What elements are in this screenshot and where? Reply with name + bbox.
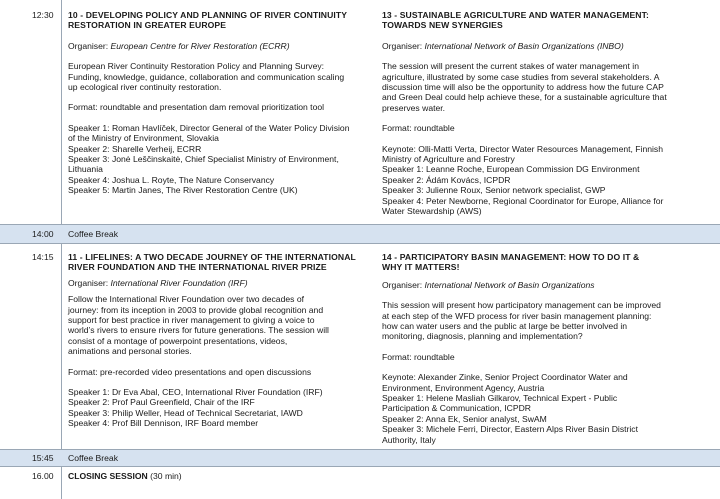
session-speakers: Speaker 1: Roman Havlíček, Director General of the Water Policy Division of the Ministry of Environment, Slovakia Speaker 2: Sharelle Verheij, ECRR Speaker 3: Jonė Leščinskaitė, Chief Specialist Ministry of Environment, Lithuania Speaker 4: Joshua L. Royte, The Nature Conservancy Speaker 5: Martin Janes, The River Restoration Centre (UK) xyxy=(68,122,350,196)
break-time: 14:00 xyxy=(32,229,54,239)
session-organiser: Organiser: European Centre for River Restoration (ECRR) xyxy=(68,40,290,51)
session-speakers: Keynote: Olli-Matti Verta, Director Water Resources Management, Finnish Ministry of Agriculture and Forestry Speaker 1: Leanne Roche, European Commission DG Environment Speaker 2: Ádám Kovács, ICPDR Speaker 3: Julienne Roux, Senior network specialist, GWP Speaker 4: Peter Newborne, Regional Coordinator for Europe, Alliance for Water Stewardship (AWS) xyxy=(382,143,664,217)
session-11 xyxy=(68,252,374,429)
row-divider xyxy=(0,243,720,244)
closing-time: 16.00 xyxy=(32,471,54,481)
session-speakers: Keynote: Alexander Zinke, Senior Project Coordinator Water and Environment, Environment Agency, Austria Speaker 1: Helene Masliah Gilkarov, Technical Expert - Public Participation & Communication, ICPDR Speaker 2: Anna Ek, Senior analyst, SwAM Speaker 3: Michele Ferri, Director, Eastern Alps River Basin District Authority, Italy xyxy=(382,372,638,445)
session-title: 14 - PARTICIPATORY BASIN MANAGEMENT: HOW TO DO IT & WHY IT MATTERS! xyxy=(382,252,640,273)
session-description: The session will present the current stakes of water management in agriculture, illustrated by some case studies from several stakeholders. A discussion time will also be the opportunity to address how the future CAP and Green Deal could help achieve these, for a sustainable agriculture that preserves water. xyxy=(382,61,667,113)
session-organiser: Organiser: International Network of Basin Organizations xyxy=(382,279,595,290)
slot-time: 12:30 xyxy=(32,10,54,20)
closing-label: CLOSING SESSION xyxy=(68,471,148,481)
session-organiser: Organiser: International Network of Basin Organizations (INBO) xyxy=(382,40,624,51)
session-13 xyxy=(382,10,712,217)
coffee-break-label: Coffee Break xyxy=(68,229,119,239)
session-title: 10 - DEVELOPING POLICY AND PLANNING OF RIVER CONTINUITY RESTORATION IN GREATER EUROPE xyxy=(68,10,348,31)
session-description: European River Continuity Restoration Policy and Planning Survey: Funding, knowledge, guidance, collaboration and communication scaling up ecological river continuity restoration. xyxy=(68,61,345,93)
session-description: This session will present how participatory management can be improved at each step of the WFD process for river basin management planning: how can water users and the public at large be better involved in monitoring, diagnosis, planning and implementation? xyxy=(382,300,661,342)
break-time: 15:45 xyxy=(32,453,54,463)
session-14 xyxy=(382,252,712,445)
session-format: Format: roundtable xyxy=(382,123,455,134)
session-speakers: Speaker 1: Dr Eva Abal, CEO, International River Foundation (IRF) Speaker 2: Prof Paul Greenfield, Chair of the IRF Speaker 3: Philip Weller, Head of Technical Secretariat, IAWD Speaker 4: Prof Bill Dennison, IRF Board member xyxy=(68,387,323,429)
session-format: Format: roundtable and presentation dam removal prioritization tool xyxy=(68,102,325,113)
closing-duration: (30 min) xyxy=(150,471,182,481)
session-title: 13 - SUSTAINABLE AGRICULTURE AND WATER MANAGEMENT: TOWARDS NEW SYNERGIES xyxy=(382,10,649,31)
coffee-break-label: Coffee Break xyxy=(68,453,119,463)
session-10 xyxy=(68,10,374,196)
session-format: Format: roundtable xyxy=(382,351,455,362)
session-format: Format: pre-recorded video presentations and open discussions xyxy=(68,366,312,377)
session-title: 11 - LIFELINES: A TWO DECADE JOURNEY OF THE INTERNATIONAL RIVER FOUNDATION AND THE INTERNATIONAL RIVER PRIZE xyxy=(68,252,356,273)
session-organiser: Organiser: International River Foundation (IRF) xyxy=(68,277,248,288)
time-column-divider xyxy=(61,0,62,499)
row-divider xyxy=(0,466,720,467)
slot-time: 14:15 xyxy=(32,252,54,262)
session-description: Follow the International River Foundation over two decades of journey: from its inception in 2003 to provide global recognition and support for best practice in river management to giving a voice to world’s rivers to ensure rivers for future generations. The session will consist of a montage of powerpoint presentations, videos, animations and personal stories. xyxy=(68,294,329,357)
closing-session xyxy=(68,471,182,481)
